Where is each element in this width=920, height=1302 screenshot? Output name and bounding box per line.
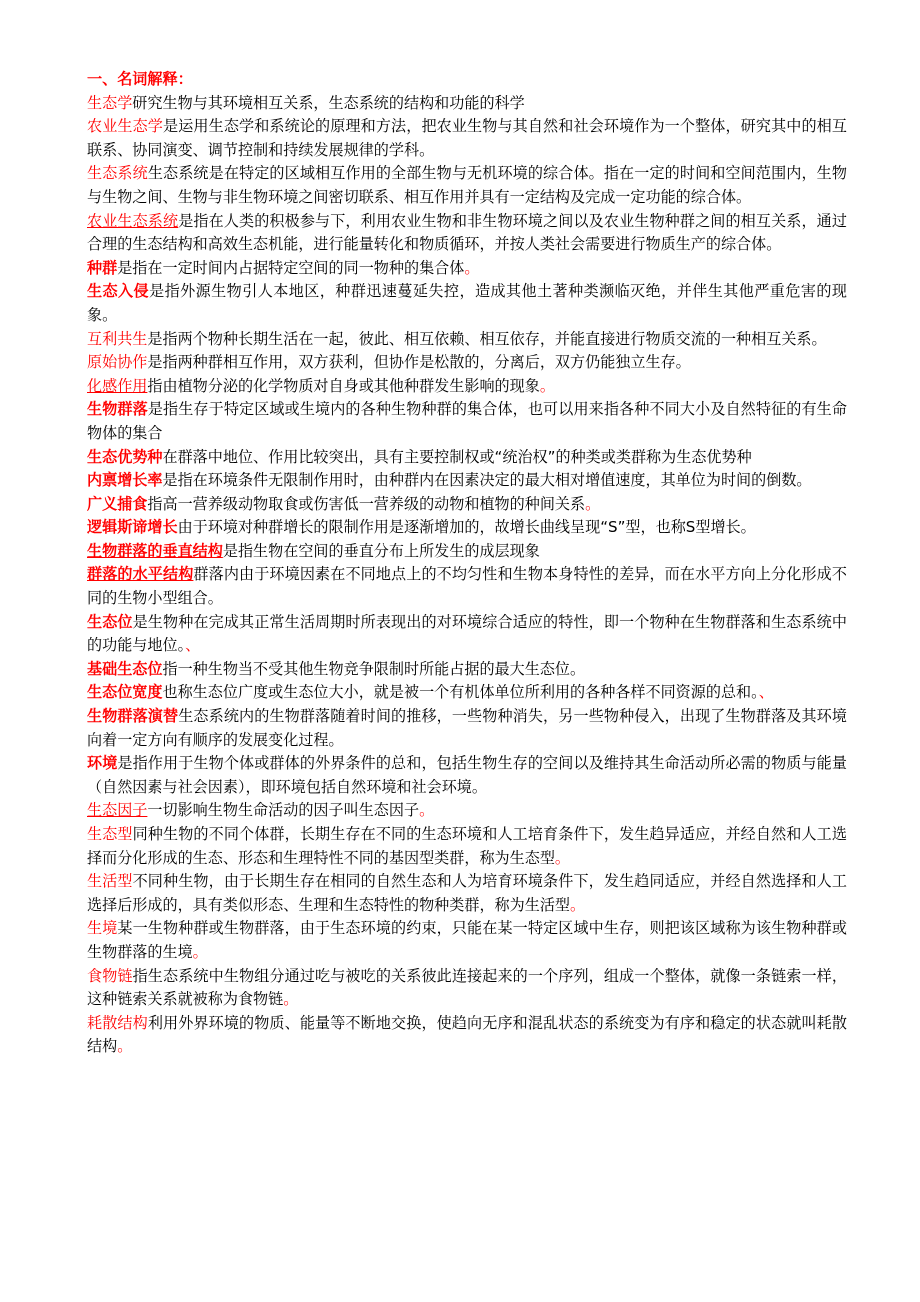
definition-text: 是指生存于特定区域或生境内的各种生物种群的集合体，也可以用来指各种不同大小及自然特征的有生命物体的集合 [87, 400, 847, 442]
definition-text: 利用外界环境的物质、能量等不断地交换，使趋向无序和混乱状态的系统变为有序和稳定的状态就叫耗散结构 [87, 1013, 847, 1056]
definition-entry [87, 92, 847, 116]
term-label: 逻辑斯谛增长 [87, 518, 178, 537]
definition-entry [87, 493, 847, 517]
definition-text: 研究生物与其环境相互关系，生态系统的结构和功能的科学 [132, 93, 525, 112]
term-label: 农业生态学 [87, 117, 164, 136]
definition-text: 是指在人类的积极参与下，利用农业生物和非生物环境之间以及农业生物种群之间的相互关系，通过合理的生态结构和高效生态机能，进行能量转化和物质循环，并按人类社会需要进行物质生产的综合体。 [87, 211, 847, 254]
definition-text: 是指作用于生物个体或群体的外界条件的总和，包括生物生存的空间以及维持其生命活动所必需的物质与能量（自然因素与社会因素），即环境包括自然环境和社会环境。 [87, 754, 847, 796]
definition-text: 是指两种群相互作用，双方获利，但协作是松散的，分离后，双方仍能独立生存。 [147, 353, 691, 372]
term-label: 生态入侵 [87, 282, 150, 301]
definition-entry [87, 115, 847, 162]
section-heading: 一、名词解释： [87, 70, 193, 88]
term-label: 生态系统 [87, 164, 148, 183]
definition-entry [87, 563, 847, 610]
term-label: 食物链 [87, 966, 133, 985]
definition-text: 指一种生物当不受其他生物竞争限制时所能占据的最大生态位。 [162, 659, 586, 678]
term-label: 化感作用 [87, 376, 148, 395]
term-label: 农业生态系统 [87, 211, 179, 230]
term-label: 生活型 [87, 872, 133, 891]
definition-text: 在群落中地位、作用比较突出，具有主要控制权或“统治权”的种类或类群称为生态优势种 [162, 447, 752, 466]
definition-text: 指由植物分泌的化学物质对自身或其他种群发生影响的现象 [147, 376, 540, 395]
definition-entry [87, 823, 847, 870]
term-label: 原始协作 [87, 353, 148, 372]
definition-text: 同种生物的不同个体群，长期生存在不同的生态环境和人工培育条件下，发生趋异适应，并经自然和人工选择而分化形成的生态、形态和生理特性不同的基因型类群，称为生态型 [87, 825, 847, 867]
definition-entry [87, 446, 847, 470]
definition-entry [87, 681, 847, 705]
term-label: 群落的水平结构 [87, 565, 194, 584]
definition-entry [87, 351, 847, 375]
definition-text: 指生态系统中生物组分通过吃与被吃的关系彼此连接起来的一个序列，组成一个整体，就像一条链索一样，这种链索关系就被称为食物链 [87, 966, 847, 1009]
definition-text: 群落内由于环境因素在不同地点上的不均匀性和生物本身特性的差异，而在水平方向上分化形成不同的生物小型组合。 [87, 565, 847, 608]
punctuation-mark: 。 [464, 258, 480, 277]
term-label: 生态位宽度 [87, 683, 163, 702]
definition-text: 生态系统是在特定的区域相互作用的全部生物与无机环境的综合体。指在一定的时间和空间范围内，生物与生物之间、生物与非生物环境之间密切联系、相互作用并具有一定结构及完成一定功能的综合体。 [87, 164, 847, 206]
punctuation-mark: 。 [585, 494, 601, 513]
definition-text: 也称生态位广度或生态位大小，就是被一个有机体单位所利用的各种各样不同资源的总和。 [162, 683, 759, 702]
definition-entry [87, 162, 847, 209]
term-label: 广义捕食 [87, 494, 148, 513]
term-label: 环境 [87, 754, 118, 773]
punctuation-mark: 。 [539, 376, 555, 395]
definition-text: 由于环境对种群增长的限制作用是逐渐增加的，故增长曲线呈现“S”型，也称S型增长。 [177, 518, 756, 537]
definition-text: 生态系统内的生物群落随着时间的推移，一些物种消失，另一些物种侵入，出现了生物群落及其环境向着一定方向有顺序的发展变化过程。 [87, 707, 847, 749]
definition-entry [87, 705, 847, 752]
term-label: 生物群落演替 [87, 707, 179, 726]
definition-text: 是指在环境条件无限制作用时，由种群内在因素决定的最大相对增值速度，其单位为时间的倒数。 [162, 471, 812, 490]
definition-entry [87, 870, 847, 917]
definition-entry [87, 375, 847, 399]
definition-entry [87, 799, 847, 823]
term-label: 生态因子 [87, 801, 148, 820]
term-label: 耗散结构 [87, 1013, 148, 1032]
definition-entry [87, 965, 847, 1012]
definition-entry [87, 398, 847, 445]
definition-entry [87, 658, 847, 682]
definition-text: 指高一营养级动物取食或伤害低一营养级的动物和植物的种间关系 [147, 494, 586, 513]
punctuation-mark: 。 [554, 848, 571, 867]
definition-text: 某一生物种群或生物群落，由于生态环境的约束，只能在某一特定区域中生存，则把该区域称为该生物种群或生物群落的生境 [87, 919, 847, 961]
definition-entry [87, 1012, 847, 1059]
definition-entry [87, 328, 847, 352]
definition-entry [87, 257, 847, 281]
definition-text: 是指在一定时间内占据特定空间的同一物种的集合体 [117, 258, 465, 277]
definition-text: 是指两个物种长期生活在一起，彼此、相互依赖、相互依存，并能直接进行物质交流的一种相互关系。 [147, 329, 827, 348]
definition-entry [87, 210, 847, 257]
document-page [87, 68, 847, 1059]
definition-entry [87, 752, 847, 799]
term-label: 生态型 [87, 825, 133, 843]
punctuation-mark: 。 [283, 990, 299, 1009]
punctuation-mark: 。 [192, 942, 208, 961]
definition-entry [87, 280, 847, 327]
term-label: 生态优势种 [87, 447, 163, 466]
punctuation-mark: 、 [185, 636, 201, 655]
definition-entry [87, 611, 847, 658]
term-label: 生境 [87, 919, 118, 938]
term-label: 互利共生 [87, 329, 148, 348]
definition-text: 是生物种在完成其正常生活周期时所表现出的对环境综合适应的特性，即一个物种在生物群落和生态系统中的功能与地位。 [87, 612, 847, 655]
definition-entry [87, 917, 847, 964]
term-label: 生物群落 [87, 400, 148, 419]
term-label: 生物群落的垂直结构 [87, 541, 223, 560]
term-label: 基础生态位 [87, 659, 163, 678]
definition-text: 不同种生物，由于长期生存在相同的自然生态和人为培育环境条件下，发生趋同适应，并经自然选择和人工选择后形成的，具有类似形态、生理和生态特性的物种类群，称为生活型 [87, 872, 847, 914]
term-label: 生态学 [87, 93, 133, 112]
definition-entry [87, 540, 847, 564]
definition-text: 是指外源生物引人本地区，种群迅速蔓延失控，造成其他土著种类濒临灭绝，并伴生其他严重危害的现象。 [87, 282, 847, 324]
punctuation-mark: 、 [758, 683, 774, 702]
definition-entry [87, 516, 847, 540]
definition-text: 是指生物在空间的垂直分布上所发生的成层现象 [222, 541, 540, 560]
term-label: 内禀增长率 [87, 471, 163, 490]
definition-text: 一切影响生物生命活动的因子叫生态因子 [147, 801, 420, 820]
definition-entry [87, 469, 847, 493]
punctuation-mark: 。 [570, 895, 586, 914]
term-label: 种群 [87, 258, 118, 277]
definition-text: 是运用生态学和系统论的原理和方法，把农业生物与其自然和社会环境作为一个整体，研究其中的相互联系、协同演变、调节控制和持续发展规律的学科。 [87, 117, 847, 159]
punctuation-mark: 。 [419, 801, 435, 820]
term-label: 生态位 [87, 612, 133, 631]
punctuation-mark: 。 [117, 1037, 133, 1056]
